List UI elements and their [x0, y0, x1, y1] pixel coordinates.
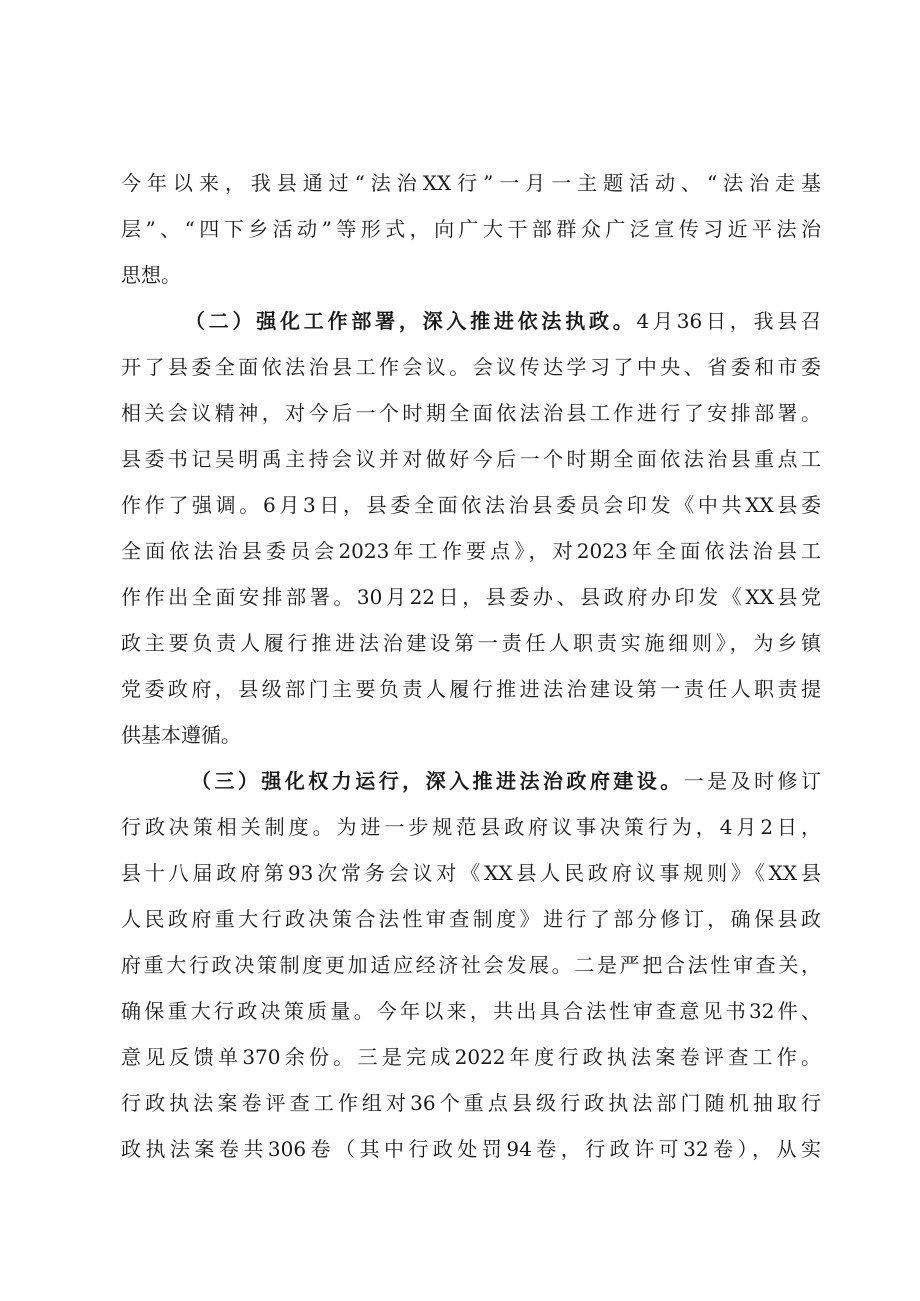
paragraph-1-line-2: 层”、“四下乡活动”等形式，向广大干部群众广泛宣传习近平法治: [121, 217, 821, 241]
paragraph-3-line: 行政决策相关制度。为进一步规范县政府议事决策行为，4月2日，: [121, 815, 821, 839]
paragraph-2-heading: （二）强化工作部署，深入推进依法执政。: [185, 309, 637, 333]
paragraph-2-first-line: [185, 302, 821, 340]
paragraph-3-line: 人民政府重大行政决策合法性审查制度》进行了部分修订，确保县政: [121, 907, 821, 931]
paragraph-1-line-1: 今年以来，我县通过“法治XX行”一月一主题活动、“法治走基: [121, 171, 821, 195]
paragraph-2-line: 县委书记吴明禹主持会议并对做好今后一个时期全面依法治县重点工: [121, 447, 821, 471]
paragraph-2-line: 作作出全面安排部署。30月22日，县委办、县政府办印发《XX县党: [121, 585, 821, 609]
paragraph-3-line: 确保重大行政决策质量。今年以来，共出具合法性审查意见书32件、: [121, 999, 821, 1023]
paragraph-2-line: 相关会议精神，对今后一个时期全面依法治县工作进行了安排部署。: [121, 401, 821, 425]
paragraph-2-line: 作作了强调。6月3日，县委全面依法治县委员会印发《中共XX县委: [121, 493, 821, 517]
paragraph-3-line: 政执法案卷共306卷（其中行政处罚94卷，行政许可32卷），从实: [121, 1137, 821, 1161]
paragraph-3-line: 意见反馈单370余份。三是完成2022年度行政执法案卷评查工作。: [121, 1045, 821, 1069]
paragraph-3-first-line: [191, 762, 821, 800]
paragraph-2-line: 开了县委全面依法治县工作会议。会议传达学习了中央、省委和市委: [121, 355, 821, 379]
paragraph-2-line: 党委政府，县级部门主要负责人履行推进法治建设第一责任人职责提: [121, 677, 821, 701]
paragraph-3-line: 府重大行政决策制度更加适应经济社会发展。二是严把合法性审查关，: [121, 953, 821, 977]
paragraph-2-line: 全面依法治县委员会2023年工作要点》，对2023年全面依法治县工: [121, 539, 821, 563]
paragraph-2-line: 政主要负责人履行推进法治建设第一责任人职责实施细则》，为乡镇: [121, 631, 821, 655]
paragraph-2-line: 供基本遵循。: [121, 723, 241, 747]
paragraph-3-first-line-rest: 一是及时修订: [683, 769, 822, 793]
paragraph-3-line: 行政执法案卷评查工作组对36个重点县级行政执法部门随机抽取行: [121, 1091, 821, 1115]
paragraph-3-heading: （三）强化权力运行，深入推进法治政府建设。: [191, 769, 684, 793]
paragraph-3-line: 县十八届政府第93次常务会议对《XX县人民政府议事规则》《XX县: [121, 861, 821, 885]
paragraph-1-line-3: 思想。: [121, 263, 181, 287]
paragraph-2-first-line-rest: 4月36日，我县召: [636, 309, 821, 333]
